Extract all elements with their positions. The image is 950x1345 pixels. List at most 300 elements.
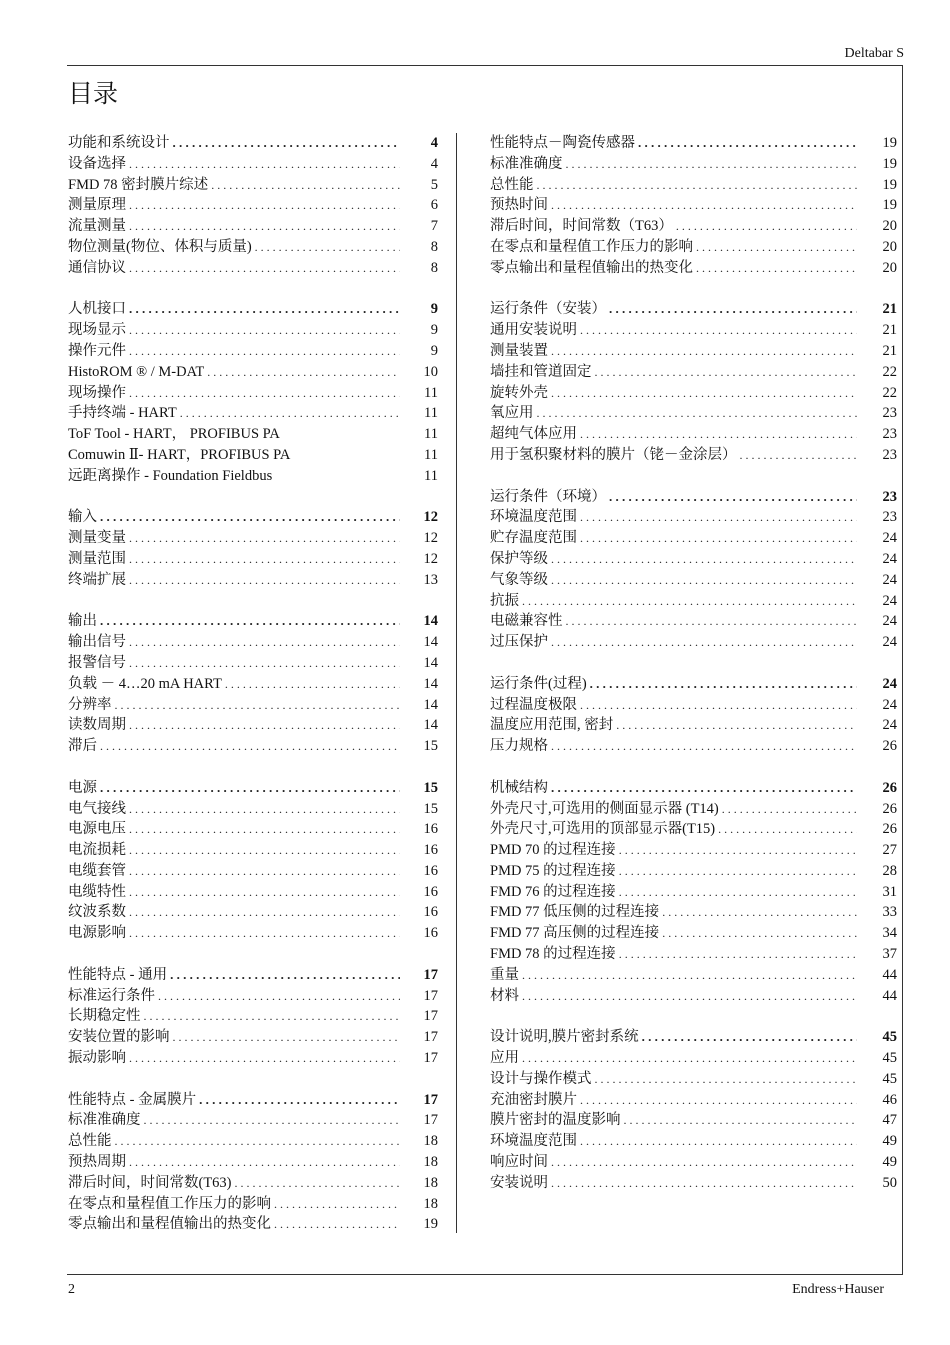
footer-rule xyxy=(67,1274,903,1275)
toc-entry-page: 14 xyxy=(423,696,438,713)
toc-entry[interactable] xyxy=(490,736,897,757)
toc-leader-dots xyxy=(722,799,857,820)
toc-entry[interactable] xyxy=(68,237,438,258)
toc-entry[interactable] xyxy=(490,902,897,923)
toc-entry-page: 4 xyxy=(430,155,438,172)
toc-entry-title: 零点输出和量程值输出的热变化 xyxy=(490,259,693,276)
toc-entry-page: 16 xyxy=(423,842,438,859)
toc-entry-page: 21 xyxy=(882,301,897,318)
toc-entry-title: 电缆套管 xyxy=(68,862,126,879)
toc-entry[interactable] xyxy=(68,570,438,591)
toc-section-heading[interactable] xyxy=(490,487,897,508)
toc-entry-page: 16 xyxy=(423,904,438,921)
toc-entry-page: 17 xyxy=(423,1008,438,1025)
toc-entry[interactable] xyxy=(68,445,438,466)
toc-entry-title: 膜片密封的温度影响 xyxy=(490,1112,621,1129)
toc-entry-page: 18 xyxy=(423,1195,438,1212)
toc-entry-title: 标准运行条件 xyxy=(68,987,155,1004)
toc-entry-page: 19 xyxy=(882,197,897,214)
toc-entry[interactable] xyxy=(490,237,897,258)
toc-entry[interactable] xyxy=(490,591,897,612)
toc-entry[interactable] xyxy=(68,861,438,882)
toc-leader-dots xyxy=(129,299,400,320)
toc-leader-dots xyxy=(595,362,858,383)
toc-section-heading[interactable] xyxy=(68,299,438,320)
toc-leader-dots xyxy=(580,1090,857,1111)
toc-leader-dots xyxy=(274,1194,400,1215)
toc-entry-page: 5 xyxy=(430,176,438,193)
toc-leader-dots xyxy=(522,986,857,1007)
toc-leader-dots xyxy=(522,591,857,612)
toc-entry-title: 纹波系数 xyxy=(68,904,126,921)
toc-entry-title: 外壳尺寸,可选用的侧面显示器 (T14) xyxy=(490,800,719,817)
toc-section-heading[interactable] xyxy=(490,674,897,695)
toc-leader-dots xyxy=(235,1173,400,1194)
toc-entry[interactable] xyxy=(490,362,897,383)
toc-leader-dots xyxy=(522,965,857,986)
toc-entry[interactable] xyxy=(490,1152,897,1173)
toc-entry-title: 电磁兼容性 xyxy=(490,613,563,630)
toc-entry-title: 设备选择 xyxy=(68,155,126,172)
toc-entry-page: 9 xyxy=(430,342,438,359)
toc-entry-title: 测量装置 xyxy=(490,342,548,359)
toc-entry-page: 27 xyxy=(882,842,897,859)
toc-entry-page: 12 xyxy=(423,530,438,547)
toc-entry[interactable] xyxy=(68,549,438,570)
toc-entry[interactable] xyxy=(68,383,438,404)
toc-entry-page: 45 xyxy=(882,1029,897,1046)
toc-entry-title: 测量原理 xyxy=(68,197,126,214)
toc-section-heading[interactable] xyxy=(490,299,897,320)
toc-entry[interactable] xyxy=(490,632,897,653)
toc-entry-title: 性能特点 - 通用 xyxy=(68,966,168,983)
toc-entry-page: 19 xyxy=(882,155,897,172)
toc-entry-page: 13 xyxy=(423,571,438,588)
toc-leader-dots xyxy=(129,799,400,820)
toc-entry-page: 23 xyxy=(882,488,897,505)
toc-entry-title: 材料 xyxy=(490,987,519,1004)
toc-entry[interactable] xyxy=(490,861,897,882)
toc-entry-page: 44 xyxy=(882,966,897,983)
toc-entry-page: 20 xyxy=(882,238,897,255)
toc-entry-title: PMD 70 的过程连接 xyxy=(490,842,616,859)
toc-leader-dots xyxy=(580,695,857,716)
toc-entry-page: 19 xyxy=(423,1216,438,1233)
toc-entry[interactable] xyxy=(68,1006,438,1027)
toc-entry[interactable] xyxy=(68,528,438,549)
toc-leader-dots xyxy=(129,320,400,341)
toc-entry-title: 性能特点 - 金属膜片 xyxy=(68,1091,197,1108)
toc-entry-page: 46 xyxy=(882,1091,897,1108)
toc-entry[interactable] xyxy=(68,986,438,1007)
toc-leader-dots xyxy=(100,611,400,632)
toc-entry[interactable] xyxy=(68,216,438,237)
toc-entry-page: 22 xyxy=(882,363,897,380)
toc-entry-page: 26 xyxy=(882,800,897,817)
toc-entry-title: 流量测量 xyxy=(68,218,126,235)
toc-entry-title: 滞后时间，时间常数(T63) xyxy=(68,1174,232,1191)
toc-leader-dots xyxy=(100,778,400,799)
toc-entry[interactable] xyxy=(68,1152,438,1173)
toc-entry-title: 压力规格 xyxy=(490,738,548,755)
toc-entry[interactable] xyxy=(490,1173,897,1194)
toc-leader-dots xyxy=(129,216,400,237)
toc-entry[interactable] xyxy=(490,1131,897,1152)
toc-section-heading[interactable] xyxy=(68,965,438,986)
toc-entry-title: 功能和系统设计 xyxy=(68,135,170,151)
toc-leader-dots xyxy=(225,674,400,695)
toc-entry[interactable] xyxy=(490,383,897,404)
toc-entry[interactable] xyxy=(490,882,897,903)
toc-leader-dots xyxy=(580,320,857,341)
toc-entry[interactable] xyxy=(490,695,897,716)
toc-leader-dots xyxy=(129,258,400,279)
toc-leader-dots xyxy=(129,1048,400,1069)
toc-leader-dots xyxy=(662,923,857,944)
toc-entry[interactable] xyxy=(68,819,438,840)
toc-entry[interactable] xyxy=(490,1090,897,1111)
toc-entry-title: 预热时间 xyxy=(490,197,548,214)
toc-entry[interactable] xyxy=(68,424,438,445)
toc-entry-title: 运行条件（安装） xyxy=(490,301,606,318)
toc-entry-page: 18 xyxy=(423,1174,438,1191)
toc-entry[interactable] xyxy=(490,715,897,736)
toc-entry-title: 终端扩展 xyxy=(68,571,126,588)
toc-entry-title: 通信协议 xyxy=(68,259,126,276)
toc-entry-title: 人机接口 xyxy=(68,301,126,318)
toc-leader-dots xyxy=(255,237,400,258)
toc-section-heading[interactable] xyxy=(68,507,438,528)
toc-entry-page: 24 xyxy=(882,634,897,651)
toc-entry[interactable] xyxy=(68,840,438,861)
toc-leader-dots xyxy=(624,1110,858,1131)
toc-section-heading[interactable] xyxy=(490,778,897,799)
toc-entry[interactable] xyxy=(490,944,897,965)
toc-section-heading[interactable] xyxy=(490,1027,897,1048)
toc-leader-dots xyxy=(551,341,857,362)
toc-entry[interactable] xyxy=(68,1110,438,1131)
toc-entry[interactable] xyxy=(68,902,438,923)
toc-entry-page: 23 xyxy=(882,446,897,463)
toc-leader-dots xyxy=(551,1173,857,1194)
toc-entry-page: 26 xyxy=(882,821,897,838)
toc-entry[interactable] xyxy=(68,674,438,695)
toc-entry[interactable] xyxy=(68,320,438,341)
toc-entry-page: 24 xyxy=(882,550,897,567)
toc-spacer xyxy=(68,487,438,508)
toc-leader-dots xyxy=(158,986,400,1007)
toc-entry-title: 读数周期 xyxy=(68,717,126,734)
toc-entry[interactable] xyxy=(68,736,438,757)
toc-entry[interactable] xyxy=(490,819,897,840)
toc-entry-title: 保护等级 xyxy=(490,550,548,567)
toc-entry-page: 23 xyxy=(882,509,897,526)
toc-leader-dots xyxy=(129,653,400,674)
toc-leader-dots xyxy=(580,507,857,528)
toc-leader-dots xyxy=(551,1152,857,1173)
toc-leader-dots xyxy=(129,819,400,840)
toc-entry-title: 超纯气体应用 xyxy=(490,426,577,443)
header-rule xyxy=(67,65,903,66)
toc-entry-page: 15 xyxy=(423,800,438,817)
toc-entry-title: 预热周期 xyxy=(68,1154,126,1171)
toc-entry-title: 分辨率 xyxy=(68,696,112,713)
toc-entry-title: 输出 xyxy=(68,613,97,630)
toc-entry-page: 24 xyxy=(882,571,897,588)
toc-entry-page: 11 xyxy=(424,446,438,463)
toc-entry-page: 19 xyxy=(882,176,897,193)
toc-entry[interactable] xyxy=(68,403,438,424)
toc-leader-dots xyxy=(609,487,857,508)
toc-entry-title: 运行条件(过程) xyxy=(490,675,587,692)
toc-leader-dots xyxy=(580,528,857,549)
toc-entry[interactable] xyxy=(68,882,438,903)
toc-leader-dots xyxy=(129,341,400,362)
toc-entry[interactable] xyxy=(68,1173,438,1194)
toc-entry-title: 过程温度极限 xyxy=(490,696,577,713)
toc-entry[interactable] xyxy=(68,341,438,362)
toc-leader-dots xyxy=(551,632,857,653)
toc-leader-dots xyxy=(566,611,858,632)
toc-entry-title: 响应时间 xyxy=(490,1154,548,1171)
toc-leader-dots xyxy=(642,1027,857,1048)
toc-entry-title: 充油密封膜片 xyxy=(490,1091,577,1108)
toc-leader-dots xyxy=(115,1131,401,1152)
toc-entry[interactable] xyxy=(68,258,438,279)
toc-leader-dots xyxy=(129,570,400,591)
toc-leader-dots xyxy=(638,133,857,154)
toc-entry[interactable] xyxy=(490,216,897,237)
toc-entry-title: 负载 － 4…20 mA HART xyxy=(68,675,222,692)
toc-leader-dots xyxy=(718,819,857,840)
toc-leader-dots xyxy=(609,299,857,320)
toc-entry[interactable] xyxy=(490,923,897,944)
toc-entry-title: FMD 76 的过程连接 xyxy=(490,883,616,900)
toc-entry-page: 18 xyxy=(423,1133,438,1150)
toc-entry-title: 墙挂和管道固定 xyxy=(490,363,592,380)
toc-spacer xyxy=(68,944,438,965)
toc-entry-page: 49 xyxy=(882,1133,897,1150)
toc-entry-title: 输入 xyxy=(68,509,97,526)
toc-leader-dots xyxy=(696,237,857,258)
toc-entry-title: 滞后 xyxy=(68,738,97,755)
toc-leader-dots xyxy=(595,1069,858,1090)
toc-entry[interactable] xyxy=(68,715,438,736)
toc-entry-title: 安装说明 xyxy=(490,1174,548,1191)
toc-entry-page: 47 xyxy=(882,1112,897,1129)
toc-entry[interactable] xyxy=(490,175,897,196)
toc-entry-page: 20 xyxy=(882,259,897,276)
toc-entry-title: 电源影响 xyxy=(68,925,126,942)
toc-leader-dots xyxy=(619,882,857,903)
toc-entry[interactable] xyxy=(68,466,438,487)
toc-entry[interactable] xyxy=(490,840,897,861)
toc-entry-title: FMD 78 的过程连接 xyxy=(490,946,616,963)
toc-leader-dots xyxy=(580,424,857,445)
toc-entry-title: 机械结构 xyxy=(490,779,548,796)
toc-entry-title: 贮存温度范围 xyxy=(490,530,577,547)
toc-entry-title: 总性能 xyxy=(490,176,534,193)
toc-leader-dots xyxy=(129,840,400,861)
toc-leader-dots xyxy=(537,403,858,424)
toc-entry[interactable] xyxy=(490,1110,897,1131)
toc-entry[interactable] xyxy=(490,611,897,632)
toc-entry[interactable] xyxy=(490,570,897,591)
toc-entry-title: 电缆特性 xyxy=(68,883,126,900)
toc-entry-title: 用于氢积聚材料的膜片（铑－金涂层） xyxy=(490,446,737,463)
toc-section-heading[interactable] xyxy=(68,1090,438,1111)
toc-right-list xyxy=(490,133,897,1194)
toc-entry[interactable] xyxy=(490,154,897,175)
toc-leader-dots xyxy=(129,902,400,923)
toc-leader-dots xyxy=(522,1048,857,1069)
toc-leader-dots xyxy=(180,403,400,424)
toc-entry-title: 报警信号 xyxy=(68,654,126,671)
toc-entry-page: 9 xyxy=(430,301,438,318)
toc-entry-page: 50 xyxy=(882,1174,897,1191)
toc-entry-title: Comuwin Ⅱ- HART，PROFIBUS PA xyxy=(68,446,291,463)
toc-entry[interactable] xyxy=(490,1069,897,1090)
toc-leader-dots xyxy=(740,445,858,466)
toc-leader-dots xyxy=(274,1214,400,1235)
toc-entry-page: 4 xyxy=(430,135,438,151)
toc-entry-page: 16 xyxy=(423,925,438,942)
toc-entry[interactable] xyxy=(68,653,438,674)
toc-entry-page: 49 xyxy=(882,1154,897,1171)
footer-brand: Endress+Hauser xyxy=(792,1282,884,1297)
toc-entry-title: 长期稳定性 xyxy=(68,1008,141,1025)
toc-entry-title: 性能特点－陶瓷传感器 xyxy=(490,135,635,151)
toc-entry[interactable] xyxy=(490,341,897,362)
toc-leader-dots xyxy=(173,1027,401,1048)
toc-entry[interactable] xyxy=(68,154,438,175)
toc-entry-title: FMD 77 高压侧的过程连接 xyxy=(490,925,660,942)
toc-entry[interactable] xyxy=(68,1027,438,1048)
toc-entry[interactable] xyxy=(68,799,438,820)
toc-entry-page: 21 xyxy=(882,322,897,339)
toc-entry-page: 17 xyxy=(423,1091,438,1108)
toc-entry[interactable] xyxy=(490,965,897,986)
toc-entry[interactable] xyxy=(490,1048,897,1069)
toc-entry-title: 环境温度范围 xyxy=(490,509,577,526)
toc-spacer xyxy=(490,757,897,778)
toc-entry-page: 17 xyxy=(423,1112,438,1129)
toc-leader-dots xyxy=(580,1131,857,1152)
toc-entry-title: 标准准确度 xyxy=(68,1112,141,1129)
toc-entry-page: 21 xyxy=(882,342,897,359)
toc-entry[interactable] xyxy=(490,799,897,820)
toc-entry-page: 14 xyxy=(423,634,438,651)
toc-leader-dots xyxy=(676,216,857,237)
toc-entry-title: 总性能 xyxy=(68,1133,112,1150)
toc-entry-title: PMD 75 的过程连接 xyxy=(490,862,616,879)
toc-entry-page: 22 xyxy=(882,384,897,401)
toc-leader-dots xyxy=(129,195,400,216)
toc-entry[interactable] xyxy=(490,528,897,549)
toc-entry-title: 标准准确度 xyxy=(490,155,563,172)
toc-section-heading[interactable] xyxy=(68,778,438,799)
toc-entry[interactable] xyxy=(68,1214,438,1235)
toc-entry[interactable] xyxy=(68,632,438,653)
toc-section-heading[interactable] xyxy=(490,133,897,154)
toc-entry[interactable] xyxy=(490,195,897,216)
toc-spacer xyxy=(490,653,897,674)
toc-entry-page: 24 xyxy=(882,592,897,609)
toc-leader-dots xyxy=(115,695,401,716)
toc-entry-page: 28 xyxy=(882,862,897,879)
toc-entry[interactable] xyxy=(490,258,897,279)
toc-leader-dots xyxy=(566,154,858,175)
toc-entry[interactable] xyxy=(68,923,438,944)
toc-spacer xyxy=(68,591,438,612)
toc-entry[interactable] xyxy=(490,549,897,570)
toc-entry[interactable] xyxy=(490,403,897,424)
toc-leader-dots xyxy=(173,133,401,154)
toc-entry[interactable] xyxy=(68,195,438,216)
toc-entry[interactable] xyxy=(490,424,897,445)
toc-leader-dots xyxy=(100,736,400,757)
toc-leader-dots xyxy=(207,362,400,383)
toc-entry-page: 24 xyxy=(882,717,897,734)
toc-entry-title: 滞后时间，时间常数（T63） xyxy=(490,218,673,235)
toc-entry[interactable] xyxy=(68,695,438,716)
footer-page-number: 2 xyxy=(68,1282,75,1297)
toc-leader-dots xyxy=(170,965,400,986)
toc-entry[interactable] xyxy=(490,507,897,528)
toc-section-heading[interactable] xyxy=(68,611,438,632)
toc-entry[interactable] xyxy=(68,1194,438,1215)
toc-entry[interactable] xyxy=(68,175,438,196)
toc-entry[interactable] xyxy=(490,445,897,466)
toc-entry[interactable] xyxy=(490,320,897,341)
toc-spacer xyxy=(68,279,438,300)
toc-entry[interactable] xyxy=(68,362,438,383)
toc-entry[interactable] xyxy=(68,1048,438,1069)
toc-entry-page: 20 xyxy=(882,218,897,235)
toc-section-heading[interactable] xyxy=(68,133,438,154)
toc-entry[interactable] xyxy=(68,1131,438,1152)
toc-left-list xyxy=(68,133,438,1235)
toc-entry-page: 19 xyxy=(882,135,897,151)
toc-entry-page: 6 xyxy=(430,197,438,214)
toc-entry-title: 抗振 xyxy=(490,592,519,609)
toc-entry-page: 24 xyxy=(882,530,897,547)
toc-entry-page: 9 xyxy=(430,322,438,339)
toc-leader-dots xyxy=(662,902,857,923)
toc-entry-page: 15 xyxy=(423,738,438,755)
toc-entry-title: 在零点和量程值工作压力的影响 xyxy=(68,1195,271,1212)
toc-leader-dots xyxy=(696,258,857,279)
toc-entry-title: 远距离操作 - Foundation Fieldbus xyxy=(68,467,273,484)
toc-entry-title: HistoROM ® / M-DAT xyxy=(68,363,205,380)
toc-entry-title: 电流损耗 xyxy=(68,842,126,859)
toc-leader-dots xyxy=(551,549,857,570)
toc-entry-page: 8 xyxy=(430,259,438,276)
toc-entry-page: 18 xyxy=(423,1154,438,1171)
toc-entry-title: FMD 78 密封膜片综述 xyxy=(68,176,209,193)
column-divider xyxy=(456,133,457,1233)
toc-entry-title: 操作元件 xyxy=(68,342,126,359)
toc-entry-page: 12 xyxy=(423,509,438,526)
toc-entry[interactable] xyxy=(490,986,897,1007)
toc-entry-page: 34 xyxy=(882,925,897,942)
toc-entry-title: 重量 xyxy=(490,966,519,983)
toc-leader-dots xyxy=(129,549,400,570)
toc-entry-title: 电源 xyxy=(68,779,97,796)
toc-entry-page: 31 xyxy=(882,883,897,900)
toc-entry-title: 输出信号 xyxy=(68,634,126,651)
toc-entry-title: 安装位置的影响 xyxy=(68,1029,170,1046)
